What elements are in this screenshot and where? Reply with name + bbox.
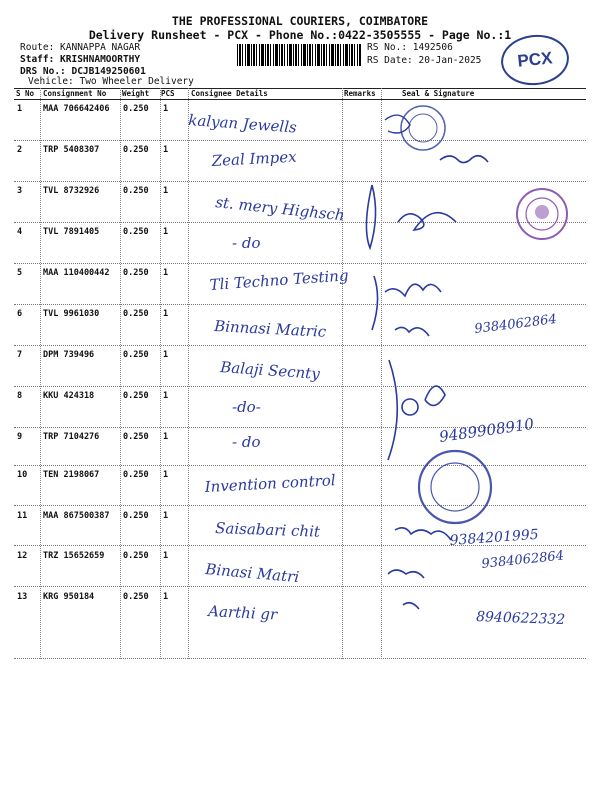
row-sno: 1 [17,104,23,114]
vehicle-label: Vehicle: Two Wheeler Delivery [28,76,194,87]
rs-date: RS Date: 20-Jan-2025 [367,55,482,66]
row-weight: 0.250 [123,186,149,196]
consignee-handwriting: Saisabari chit [214,519,321,541]
consignee-handwriting: Aarthi gr [207,602,278,624]
staff-label: Staff: KRISHNAMOORTHY [20,54,141,65]
row-weight: 0.250 [123,432,149,442]
row-consignment: TRZ 15652659 [43,551,105,561]
row-consignment: KRG 950184 [43,592,95,602]
row-consignment: TVL 8732926 [43,186,100,196]
consignee-handwriting: Binnasi Matric [213,317,327,341]
consignee-handwriting: -do- [232,398,261,416]
row-consignment: TEN 2198067 [43,470,100,480]
route-label: Route: KANNAPPA NAGAR [20,42,141,53]
row-consignment: MAA 706642406 [43,104,110,114]
row-weight: 0.250 [123,145,149,155]
row-sno: 8 [17,391,23,401]
row-sno: 13 [17,592,28,602]
phone-handwriting [438,312,565,628]
row-sno: 5 [17,268,23,278]
col-header-pcs: PCS [161,89,175,98]
drs-number: DRS No.: DCJB149250601 [20,66,146,77]
row-sno: 10 [17,470,28,480]
row-weight: 0.250 [123,350,149,360]
row-pcs: 1 [163,104,169,114]
col-header-remarks: Remarks [344,89,376,98]
phone-number: 9384062864 [473,312,558,337]
phone-number: 9489908910 [438,414,536,446]
seal-stamp-row1 [385,106,445,150]
row-consignment: TVL 9961030 [43,309,100,319]
row-pcs: 1 [163,391,169,401]
row-weight: 0.250 [123,470,149,480]
col-header-consignee: Consignee Details [191,89,268,98]
consignee-handwriting: Tli Techno Testing [209,266,350,294]
row-pcs: 1 [163,470,169,480]
bracket-strokes [366,185,397,460]
row-pcs: 1 [163,511,169,521]
phone-number: 8940622332 [475,609,566,629]
phone-number: 9384062864 [480,548,565,572]
row-sno: 6 [17,309,23,319]
row-consignment: MAA 110400442 [43,268,110,278]
row-consignment: TRP 5408307 [43,145,100,155]
row-sno: 11 [17,511,28,521]
row-weight: 0.250 [123,592,149,602]
col-header-seal: Seal & Signature [402,89,475,98]
col-header-consignment: Consignment No [43,89,107,98]
row-consignment: DPM 739496 [43,350,95,360]
row-pcs: 1 [163,592,169,602]
row-weight: 0.250 [123,227,149,237]
invention-seal [419,451,491,523]
runsheet-subtitle: Delivery Runsheet - PCX - Phone No.:0422-3505555 - Page No.:1 [88,28,512,42]
row-sno: 12 [17,551,28,561]
consignee-handwriting: kalyan Jewells [187,111,298,137]
row-weight: 0.250 [123,309,149,319]
row-consignment: MAA 867500387 [43,511,110,521]
row-pcs: 1 [163,186,169,196]
pcx-stamp-text: PCX [516,48,554,71]
row-sno: 3 [17,186,23,196]
row-sno: 9 [17,432,23,442]
row-pcs: 1 [163,227,169,237]
row-pcs: 1 [163,350,169,360]
row-pcs: 1 [163,432,169,442]
consignee-handwriting: - do [232,234,261,252]
consignee-handwriting: Balaji Secnty [219,358,321,383]
company-title: THE PROFESSIONAL COURIERS, COIMBATORE [171,14,429,28]
row-pcs: 1 [163,268,169,278]
consignee-handwriting: - do [232,433,261,451]
row-pcs: 1 [163,309,169,319]
school-seal [517,189,567,239]
row-weight: 0.250 [123,551,149,561]
rs-number: RS No.: 1492506 [367,42,453,53]
row-weight: 0.250 [123,391,149,401]
phone-number: 9384201995 [449,526,540,549]
col-header-weight: Weight [122,89,150,98]
row-consignment: TVL 7891405 [43,227,100,237]
row-weight: 0.250 [123,511,149,521]
row-consignment: KKU 424318 [43,391,95,401]
consignee-handwriting: Binasi Matri [204,560,300,587]
row-pcs: 1 [163,145,169,155]
consignee-handwriting: Invention control [204,471,337,496]
row-consignment: TRP 7104276 [43,432,100,442]
consignee-handwriting: st. mery Highsch [214,193,346,225]
col-header-sno: S No [16,89,35,98]
row-weight: 0.250 [123,268,149,278]
row-sno: 7 [17,350,23,360]
row-sno: 4 [17,227,23,237]
row-weight: 0.250 [123,104,149,114]
consignee-handwriting: Zeal Impex [211,147,297,170]
row-pcs: 1 [163,551,169,561]
row-sno: 2 [17,145,23,155]
